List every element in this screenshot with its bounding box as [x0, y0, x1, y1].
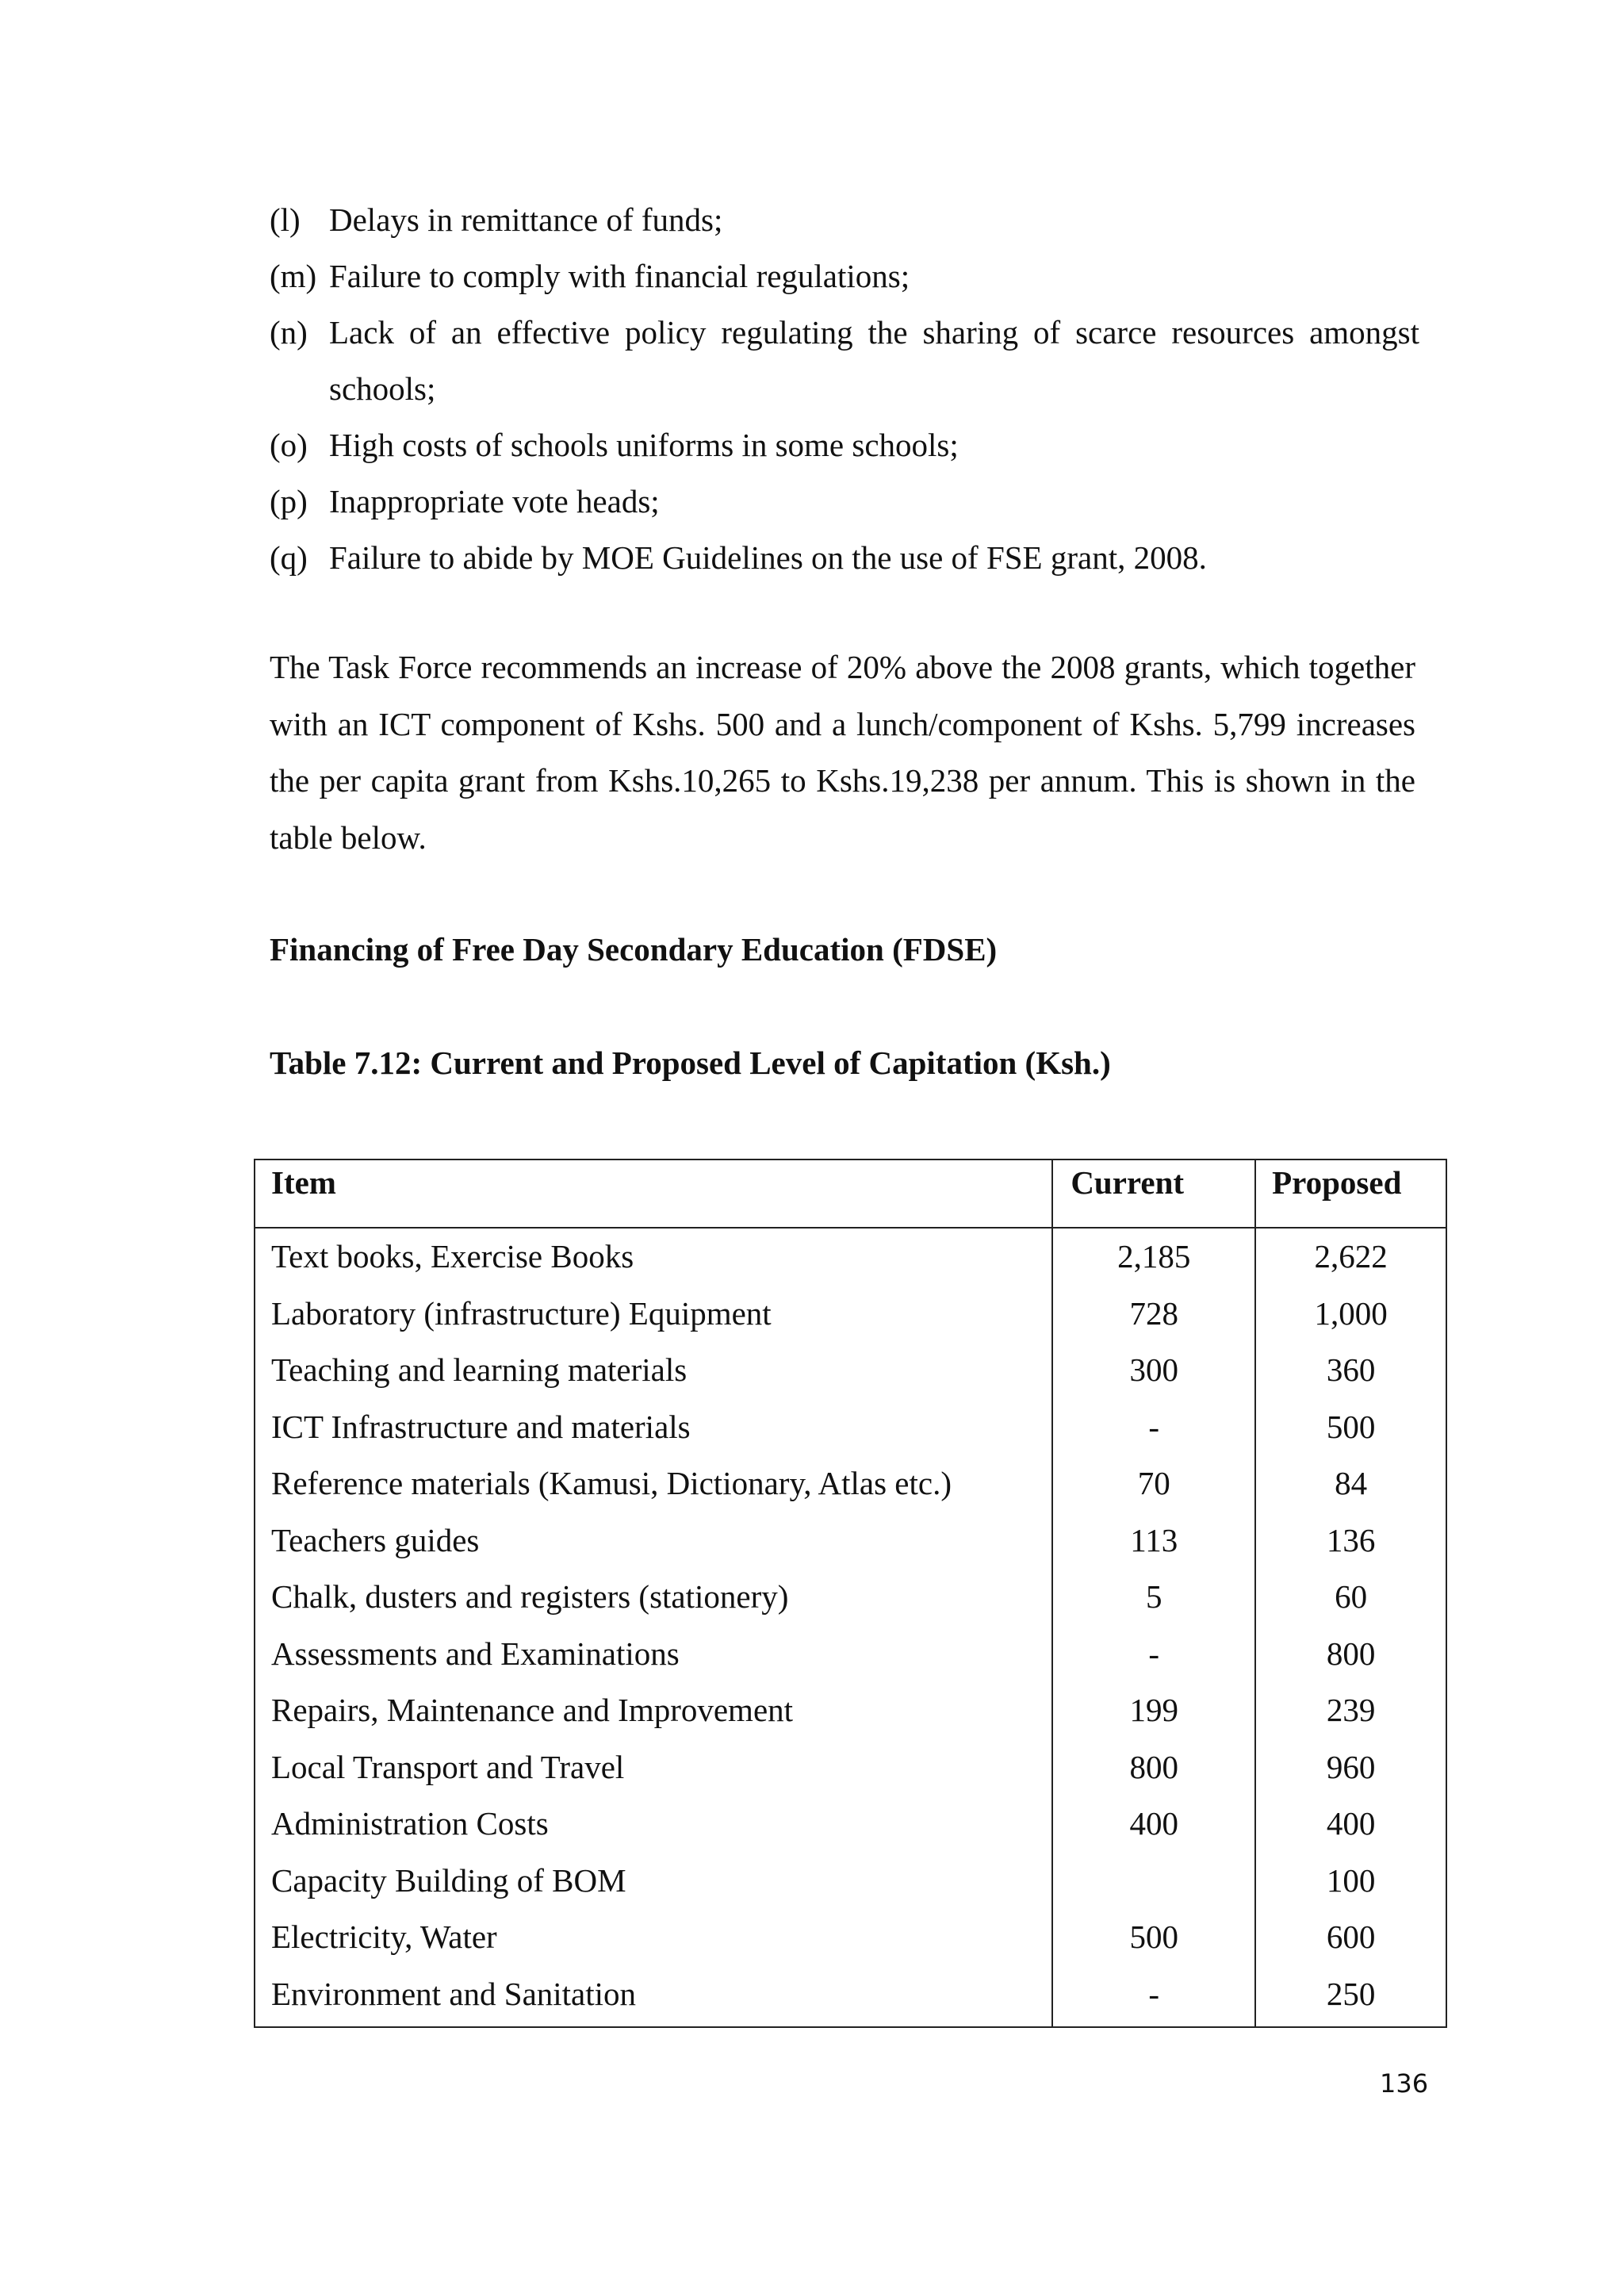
- cell-current: 500: [1052, 1909, 1255, 1966]
- cell-current: 800: [1052, 1739, 1255, 1796]
- table-row: [255, 1286, 1446, 1343]
- table-row: [255, 1399, 1446, 1456]
- table-row: [255, 1455, 1446, 1512]
- page-number: 136: [1380, 2068, 1429, 2099]
- cell-current: 70: [1052, 1455, 1255, 1512]
- table-row: [255, 1966, 1446, 2027]
- list-item: [270, 473, 1419, 530]
- list-item-text: Delays in remittance of funds;: [329, 201, 723, 238]
- cell-item: Teaching and learning materials: [255, 1342, 1052, 1399]
- cell-current: 728: [1052, 1286, 1255, 1343]
- list-item-text: Failure to abide by MOE Guidelines on the use of FSE grant, 2008.: [329, 539, 1207, 576]
- table-row: [255, 1569, 1446, 1626]
- cell-proposed: 60: [1255, 1569, 1446, 1626]
- cell-current: [1052, 1853, 1255, 1910]
- recommendation-paragraph: The Task Force recommends an increase of 20% above the 2008 grants, which together with an ICT component of Kshs. 500 and a lunch/component of Kshs. 5,799 increases the per capita grant from Kshs.10,265 to Kshs.19,238 per annum. This is shown in the table below.: [270, 649, 1415, 856]
- cell-proposed: 136: [1255, 1512, 1446, 1570]
- list-item: [270, 530, 1419, 586]
- list-item-label: (q): [270, 539, 308, 576]
- table-row: [255, 1796, 1446, 1853]
- cell-proposed: 84: [1255, 1455, 1446, 1512]
- table-row: [255, 1909, 1446, 1966]
- cell-item: Electricity, Water: [255, 1909, 1052, 1966]
- column-header-current: Current: [1052, 1159, 1255, 1228]
- column-header-proposed: Proposed: [1255, 1159, 1446, 1228]
- list-item-label: (o): [270, 427, 308, 463]
- cell-current: -: [1052, 1399, 1255, 1456]
- column-header-item: Item: [255, 1159, 1052, 1228]
- cell-item: Reference materials (Kamusi, Dictionary, Atlas etc.): [255, 1455, 1052, 1512]
- cell-item: Teachers guides: [255, 1512, 1052, 1570]
- cell-current: 300: [1052, 1342, 1255, 1399]
- table-row: [255, 1342, 1446, 1399]
- list-item-text: Lack of an effective policy regulating the sharing of scarce resources amongst schools;: [329, 314, 1419, 407]
- table-row: [255, 1626, 1446, 1683]
- cell-proposed: 960: [1255, 1739, 1446, 1796]
- list-item: [270, 248, 1419, 305]
- list-item-label: (l): [270, 201, 301, 238]
- cell-proposed: 360: [1255, 1342, 1446, 1399]
- list-item-text: Inappropriate vote heads;: [329, 483, 660, 519]
- list-item-text: Failure to comply with financial regulations;: [329, 258, 910, 294]
- cell-proposed: 239: [1255, 1682, 1446, 1739]
- cell-proposed: 250: [1255, 1966, 1446, 2027]
- cell-item: Capacity Building of BOM: [255, 1853, 1052, 1910]
- cell-proposed: 1,000: [1255, 1286, 1446, 1343]
- cell-proposed: 500: [1255, 1399, 1446, 1456]
- cell-item: Environment and Sanitation: [255, 1966, 1052, 2027]
- cell-current: 113: [1052, 1512, 1255, 1570]
- cell-item: ICT Infrastructure and materials: [255, 1399, 1052, 1456]
- table-row: [255, 1512, 1446, 1570]
- list-item: [270, 192, 1419, 248]
- cell-current: 199: [1052, 1682, 1255, 1739]
- cell-item: Laboratory (infrastructure) Equipment: [255, 1286, 1052, 1343]
- cell-proposed: 100: [1255, 1853, 1446, 1910]
- list-item: [270, 417, 1419, 473]
- cell-proposed: 400: [1255, 1796, 1446, 1853]
- table-row: [255, 1682, 1446, 1739]
- cell-proposed: 2,622: [1255, 1228, 1446, 1286]
- list-item-label: (p): [270, 483, 308, 519]
- list-item: [270, 305, 1419, 417]
- section-heading: Financing of Free Day Secondary Education (FDSE): [270, 931, 998, 968]
- table-row: [255, 1853, 1446, 1910]
- list-item-label: (n): [270, 314, 308, 351]
- table-row: [255, 1739, 1446, 1796]
- cell-current: -: [1052, 1626, 1255, 1683]
- table-row: [255, 1228, 1446, 1286]
- list-item-text: High costs of schools uniforms in some schools;: [329, 427, 959, 463]
- list-item-label: (m): [270, 258, 317, 294]
- cell-item: Administration Costs: [255, 1796, 1052, 1853]
- cell-proposed: 600: [1255, 1909, 1446, 1966]
- cell-item: Text books, Exercise Books: [255, 1228, 1052, 1286]
- cell-current: 400: [1052, 1796, 1255, 1853]
- cell-item: Chalk, dusters and registers (stationery): [255, 1569, 1052, 1626]
- table-title: Table 7.12: Current and Proposed Level of Capitation (Ksh.): [270, 1045, 1111, 1081]
- cell-item: Assessments and Examinations: [255, 1626, 1052, 1683]
- cell-current: -: [1052, 1966, 1255, 2027]
- lettered-list: [270, 192, 1419, 586]
- table-header-row: [255, 1159, 1446, 1228]
- cell-item: Repairs, Maintenance and Improvement: [255, 1682, 1052, 1739]
- cell-current: 2,185: [1052, 1228, 1255, 1286]
- cell-proposed: 800: [1255, 1626, 1446, 1683]
- capitation-table: [254, 1159, 1447, 2028]
- cell-item: Local Transport and Travel: [255, 1739, 1052, 1796]
- cell-current: 5: [1052, 1569, 1255, 1626]
